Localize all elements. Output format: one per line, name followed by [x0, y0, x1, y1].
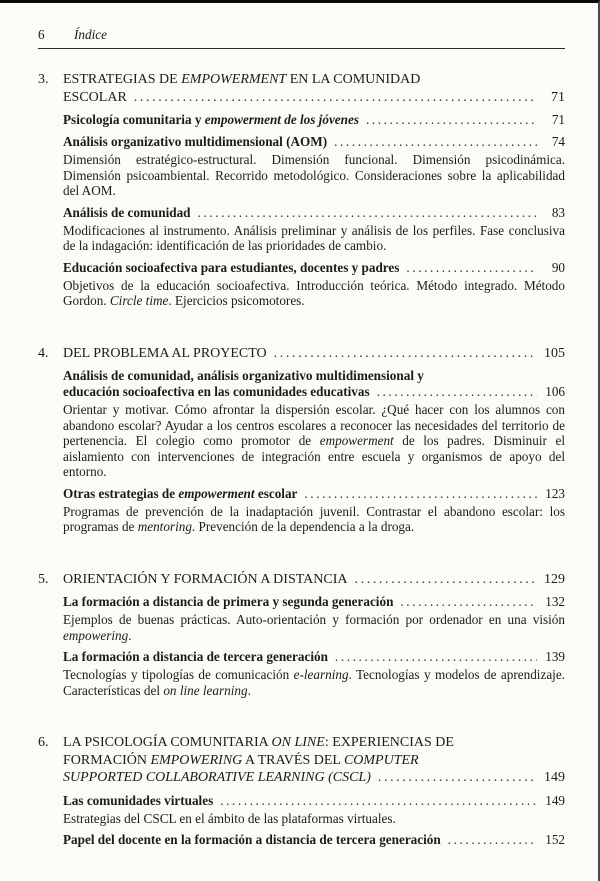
- text-segment: Otras estrategias de: [63, 485, 179, 501]
- page-number: 139: [545, 649, 565, 664]
- text-segment: EMPOWERING: [150, 752, 243, 768]
- page-number: 149: [544, 770, 565, 785]
- dot-leader: [378, 769, 537, 787]
- dot-leader: [406, 260, 537, 276]
- page-number: 71: [551, 112, 565, 127]
- header-page-number: 6: [38, 27, 45, 42]
- page-number: 149: [545, 792, 565, 808]
- chapter-number: 3.: [38, 72, 49, 87]
- text-segment: empowerment: [178, 485, 255, 501]
- text-segment: on line learning: [163, 682, 248, 698]
- page-body: [0, 3, 598, 848]
- subentry-text: [63, 134, 327, 150]
- text-segment: . Prevención de la dependencia a la droga.: [191, 519, 415, 534]
- subentry-row: [63, 486, 565, 502]
- chapter-heading: [63, 345, 565, 363]
- toc-chapter: [38, 734, 565, 848]
- text-segment: empowering: [63, 627, 129, 643]
- text-segment: .: [128, 627, 132, 643]
- toc-subentry: [63, 112, 565, 128]
- toc-subentry: [63, 368, 565, 400]
- chapter-title-row: [63, 769, 565, 787]
- dot-leader: [198, 205, 537, 221]
- page-number: 132: [545, 594, 565, 609]
- chapter-heading: [63, 71, 565, 106]
- subentry-text: [63, 112, 359, 128]
- text-segment: empowerment de los jóvenes: [204, 112, 359, 127]
- text-segment: A TRAVÉS DEL: [242, 752, 344, 768]
- page-number: 152: [545, 832, 565, 847]
- chapter-title-row: [63, 571, 565, 589]
- text-segment: Dimensión estratégico-estructural. Dimensión funcional. Dimensión psicodinámica. Dimensión psicoambiental. Recorrido metodológico. Consideraciones sobre la aplicabilidad del AOM.: [63, 152, 565, 198]
- toc-chapter: [38, 71, 565, 309]
- chapter-title-row: [63, 345, 565, 363]
- chapter-title-line: [63, 752, 565, 770]
- text-segment: ESTRATEGIAS DE: [63, 72, 182, 87]
- text-segment: Educación socioafectiva para estudiantes, docentes y padres: [63, 259, 400, 275]
- toc-subentry: [63, 832, 565, 848]
- text-segment: La formación a distancia de tercera generación: [63, 649, 328, 664]
- chapter-heading: [63, 571, 565, 589]
- text-segment: . Tecnologías y modelos de aprendizaje. Características del: [63, 667, 565, 698]
- subentry-row: [63, 260, 565, 276]
- page-number: 90: [551, 259, 565, 275]
- text-segment: EMPOWERMENT: [181, 72, 287, 87]
- dot-leader: [134, 89, 537, 107]
- chapter-heading: [63, 734, 565, 787]
- text-segment: ORIENTACIÓN Y FORMACIÓN A DISTANCIA: [63, 571, 348, 587]
- toc-description: [63, 811, 565, 827]
- subentry-text: [63, 260, 399, 276]
- toc-description: [63, 152, 565, 199]
- toc-description: [63, 402, 565, 480]
- text-segment: ON LINE: [271, 735, 325, 750]
- toc-chapter: [38, 571, 565, 699]
- text-segment: Psicología comunitaria y: [63, 112, 205, 127]
- chapter-title-text: [63, 89, 127, 107]
- text-segment: empowerment: [319, 433, 394, 448]
- toc-description: [63, 223, 565, 254]
- subentry-row: [63, 793, 565, 809]
- text-segment: Ejemplos de buenas prácticas. Auto-orientación y formación por ordenador en una visión: [63, 612, 565, 627]
- subentry-text: [63, 832, 441, 848]
- text-segment: mentoring: [137, 519, 192, 534]
- dot-leader: [448, 832, 537, 848]
- toc-description: [63, 278, 565, 309]
- text-segment: .: [247, 682, 251, 698]
- subentry-text: [63, 594, 393, 610]
- text-segment: DEL PROBLEMA AL PROYECTO: [63, 345, 267, 361]
- text-segment: Papel del docente en la formación a distancia de tercera generación: [63, 832, 441, 847]
- header-title: Índice: [74, 27, 107, 42]
- chapter-number: 4.: [38, 345, 49, 361]
- subentry-row: [63, 594, 565, 610]
- dot-leader: [220, 793, 537, 809]
- chapter-title-text: [63, 345, 267, 363]
- subentry-row: [63, 134, 565, 150]
- subentry-line: [63, 368, 565, 384]
- toc-subentry: [63, 205, 565, 221]
- page-number: 123: [545, 485, 565, 501]
- dot-leader: [334, 134, 537, 150]
- toc-subentry: [63, 793, 565, 809]
- chapter-number: 5.: [38, 571, 49, 587]
- subentry-row: [63, 112, 565, 128]
- text-segment: COMPUTER: [343, 752, 419, 768]
- dot-leader: [304, 486, 537, 502]
- subentry-row: [63, 384, 565, 400]
- page-number: 105: [544, 345, 565, 361]
- text-segment: EN LA COMUNIDAD: [286, 72, 421, 87]
- text-segment: de los padres. Disminuir el aislamiento con intervenciones de integración entre escuela y organismos de apoyo del entorno.: [63, 433, 565, 479]
- toc-description: [63, 667, 565, 698]
- text-segment: La formación a distancia de primera y segunda generación: [63, 594, 394, 609]
- toc-subentry: [63, 594, 565, 610]
- subentry-text: [63, 649, 328, 665]
- dot-leader: [274, 345, 537, 363]
- chapter-title-text: [63, 769, 371, 787]
- chapter-title-line: [63, 71, 565, 89]
- toc-description: [63, 504, 565, 535]
- running-header: [38, 27, 565, 49]
- dot-leader: [355, 571, 537, 589]
- subentry-row: [63, 205, 565, 221]
- text-segment: educación socioafectiva en las comunidades educativas: [63, 384, 370, 399]
- page-number: 71: [551, 89, 565, 105]
- text-segment: Circle time: [109, 293, 169, 308]
- dot-leader: [366, 112, 537, 128]
- text-segment: Orientar y motivar. Cómo afrontar la dispersión escolar. ¿Qué hacer con los alumnos con abandono escolar? Ayudar a los centros escolares a reconocer las necesidades del territorio de pertenencia. El colegio como promotor de: [63, 402, 565, 448]
- page-number: 129: [544, 571, 565, 587]
- dot-leader: [400, 594, 537, 610]
- toc-subentry: [63, 486, 565, 502]
- toc-subentry: [63, 134, 565, 150]
- chapter-title-text: [63, 571, 348, 589]
- chapter-title-line: [63, 734, 565, 752]
- text-segment: Análisis organizativo multidimensional (AOM): [63, 134, 328, 149]
- text-segment: FORMACIÓN: [63, 752, 151, 768]
- text-segment: Modificaciones al instrumento. Análisis preliminar y análisis de los perfiles. Fase conclusiva de la indagación: identificación de las prioridades de cambio.: [63, 222, 565, 253]
- toc-subentry: [63, 260, 565, 276]
- toc-description: [63, 612, 565, 643]
- dot-leader: [377, 384, 537, 400]
- subentry-row: [63, 649, 565, 665]
- page-number: 106: [545, 384, 565, 399]
- subentry-text: [63, 205, 191, 221]
- text-segment: escolar: [254, 485, 298, 501]
- subentry-text: [63, 793, 213, 809]
- text-segment: Las comunidades virtuales: [63, 792, 214, 808]
- text-segment: Análisis de comunidad: [63, 204, 191, 220]
- text-segment: LA PSICOLOGÍA COMUNITARIA: [63, 735, 272, 750]
- text-segment: Análisis de comunidad, análisis organizativo multidimensional y: [63, 368, 424, 383]
- text-segment: . Ejercicios psicomotores.: [168, 293, 305, 308]
- subentry-row: [63, 832, 565, 848]
- toc-chapter: [38, 345, 565, 535]
- text-segment: Objetivos de la educación socioafectiva. Introducción teórica. Método integrado. Método Gordon.: [63, 277, 565, 308]
- subentry-text: [63, 486, 297, 502]
- text-segment: SUPPORTED COLLABORATIVE LEARNING (CSCL): [63, 770, 371, 785]
- toc-subentry: [63, 649, 565, 665]
- text-segment: Programas de prevención de la inadaptación juvenil. Contrastar el abandono escolar: los programas de: [63, 503, 565, 534]
- text-segment: : EXPERIENCIAS DE: [324, 735, 454, 750]
- text-segment: Tecnologías y tipologías de comunicación: [63, 667, 294, 682]
- toc-list: [38, 71, 565, 848]
- page-number: 74: [551, 134, 565, 149]
- chapter-title-row: [63, 89, 565, 107]
- text-segment: e-learning: [293, 667, 349, 682]
- chapter-number: 6.: [38, 735, 49, 750]
- text-segment: Estrategias del CSCL en el ámbito de las plataformas virtuales.: [63, 810, 396, 826]
- text-segment: ESCOLAR: [63, 89, 127, 105]
- page-number: 83: [551, 204, 565, 220]
- dot-leader: [335, 649, 537, 665]
- subentry-text: [63, 384, 370, 400]
